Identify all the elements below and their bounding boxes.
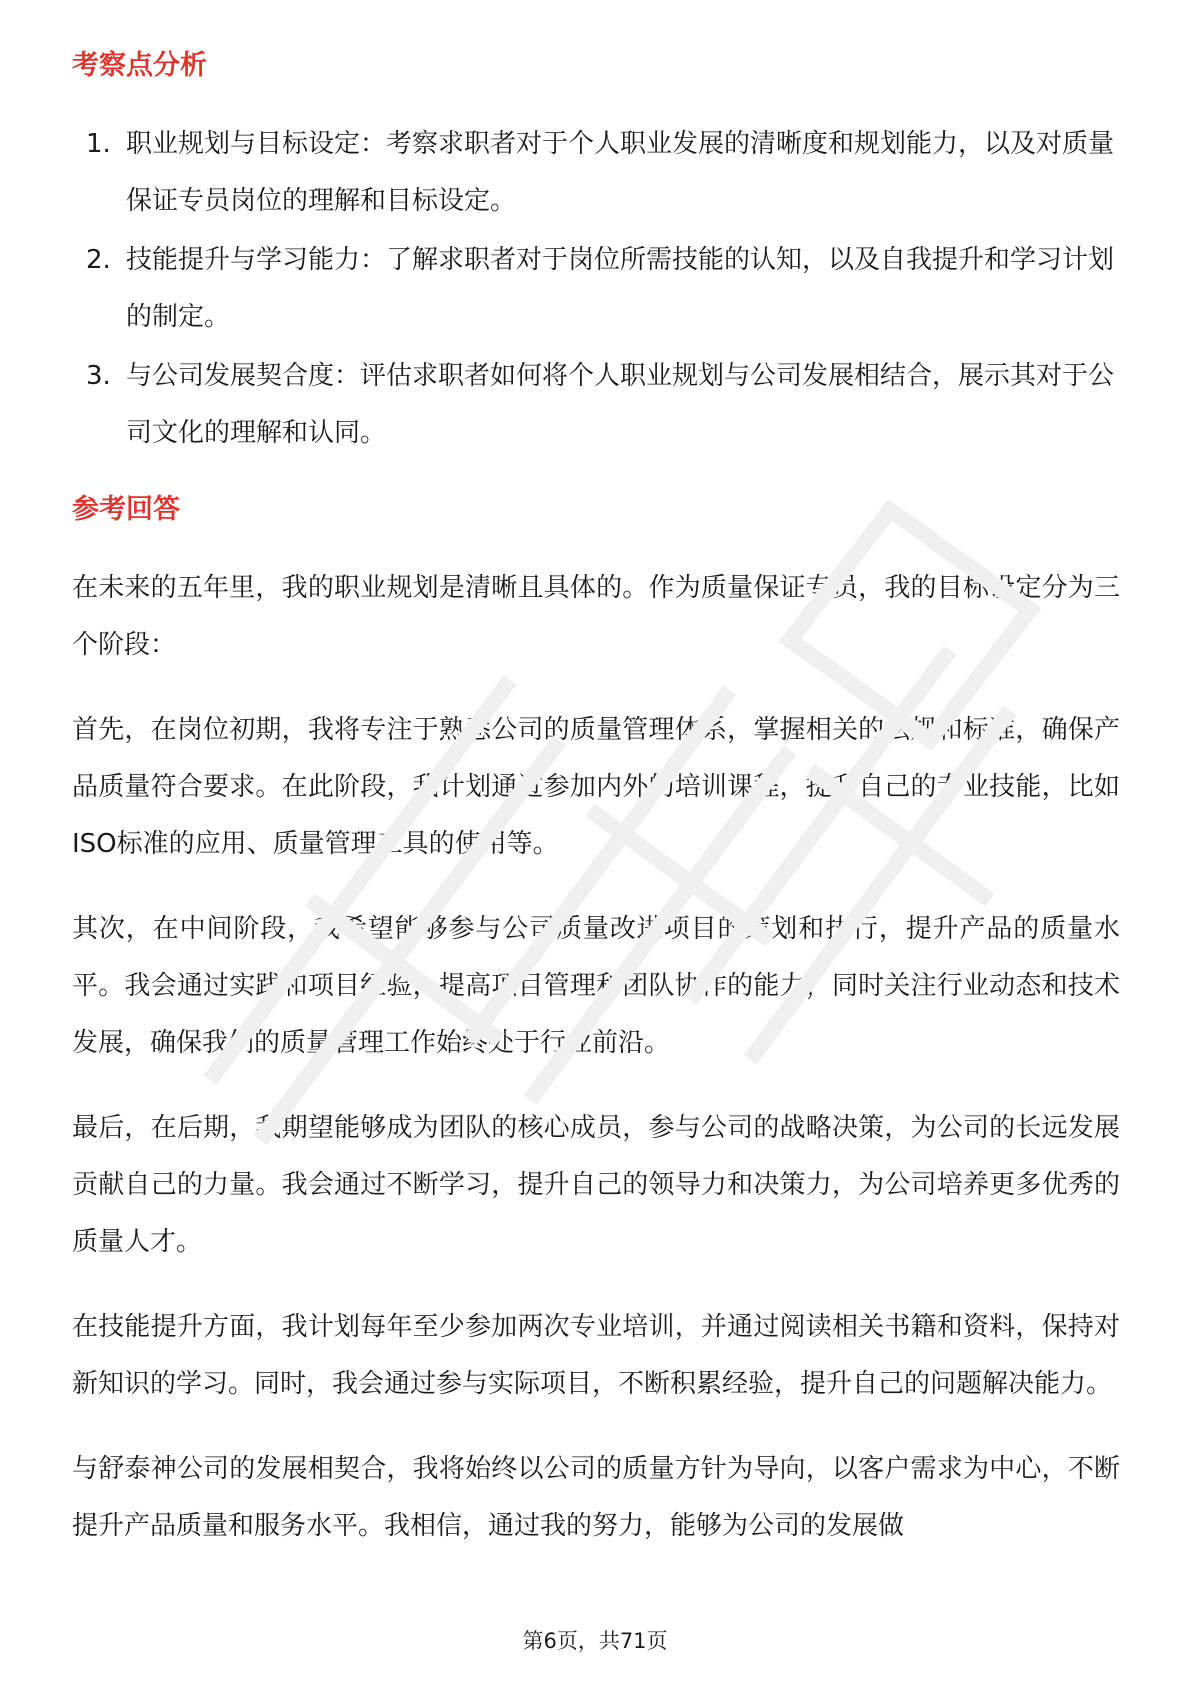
list-item-text: 职业规划与目标设定：考察求职者对于个人职业发展的清晰度和规划能力，以及对质量保证专员岗位的理解和目标设定。 bbox=[126, 129, 1115, 216]
answer-paragraph: 与舒泰神公司的发展相契合，我将始终以公司的质量方针为导向，以客户需求为中心，不断提升产品质量和服务水平。我相信，通过我的努力，能够为公司的发展做 bbox=[72, 1454, 1120, 1541]
list-item-number: 3. bbox=[86, 361, 111, 391]
list-item-number: 1. bbox=[86, 129, 111, 159]
answer-paragraph: 在技能提升方面，我计划每年至少参加两次专业培训，并通过阅读相关书籍和资料，保持对新知识的学习。同时，我会通过参与实际项目，不断积累经验，提升自己的问题解决能力。 bbox=[72, 1312, 1120, 1399]
answer-heading: 参考回答 bbox=[72, 494, 180, 525]
answer-paragraph: 最后，在后期，我期望能够成为团队的核心成员，参与公司的战略决策，为公司的长远发展贡献自己的力量。我会通过不断学习，提升自己的领导力和决策力，为公司培养更多优秀的质量人才。 bbox=[72, 1113, 1120, 1257]
analysis-points-list bbox=[72, 116, 1120, 462]
answer-paragraph: 首先，在岗位初期，我将专注于熟悉公司的质量管理体系，掌握相关的法规和标准，确保产品质量符合要求。在此阶段，我计划通过参加内外的培训课程，提升自己的专业技能，比如ISO标准的应用、质量管理工具的使用等。 bbox=[72, 715, 1120, 859]
list-item bbox=[72, 116, 1120, 230]
answer-paragraph: 其次，在中间阶段，我希望能够参与公司质量改进项目的策划和执行，提升产品的质量水平。我会通过实践和项目经验，提高项目管理和团队协作的能力，同时关注行业动态和技术发展，确保我们的质量管理工作始终处于行业前沿。 bbox=[72, 914, 1120, 1058]
page-number-footer: 第6页，共71页 bbox=[522, 1629, 668, 1653]
analysis-heading: 考察点分析 bbox=[72, 50, 207, 81]
list-item-text: 技能提升与学习能力：了解求职者对于岗位所需技能的认知，以及自我提升和学习计划的制定。 bbox=[126, 245, 1115, 332]
list-item bbox=[72, 232, 1120, 346]
answer-paragraph: 在未来的五年里，我的职业规划是清晰且具体的。作为质量保证专员，我的目标设定分为三个阶段： bbox=[72, 573, 1120, 660]
list-item-text: 与公司发展契合度：评估求职者如何将个人职业规划与公司发展相结合，展示其对于公司文化的理解和认同。 bbox=[126, 361, 1115, 448]
list-item-number: 2. bbox=[86, 245, 111, 275]
list-item bbox=[72, 348, 1120, 462]
